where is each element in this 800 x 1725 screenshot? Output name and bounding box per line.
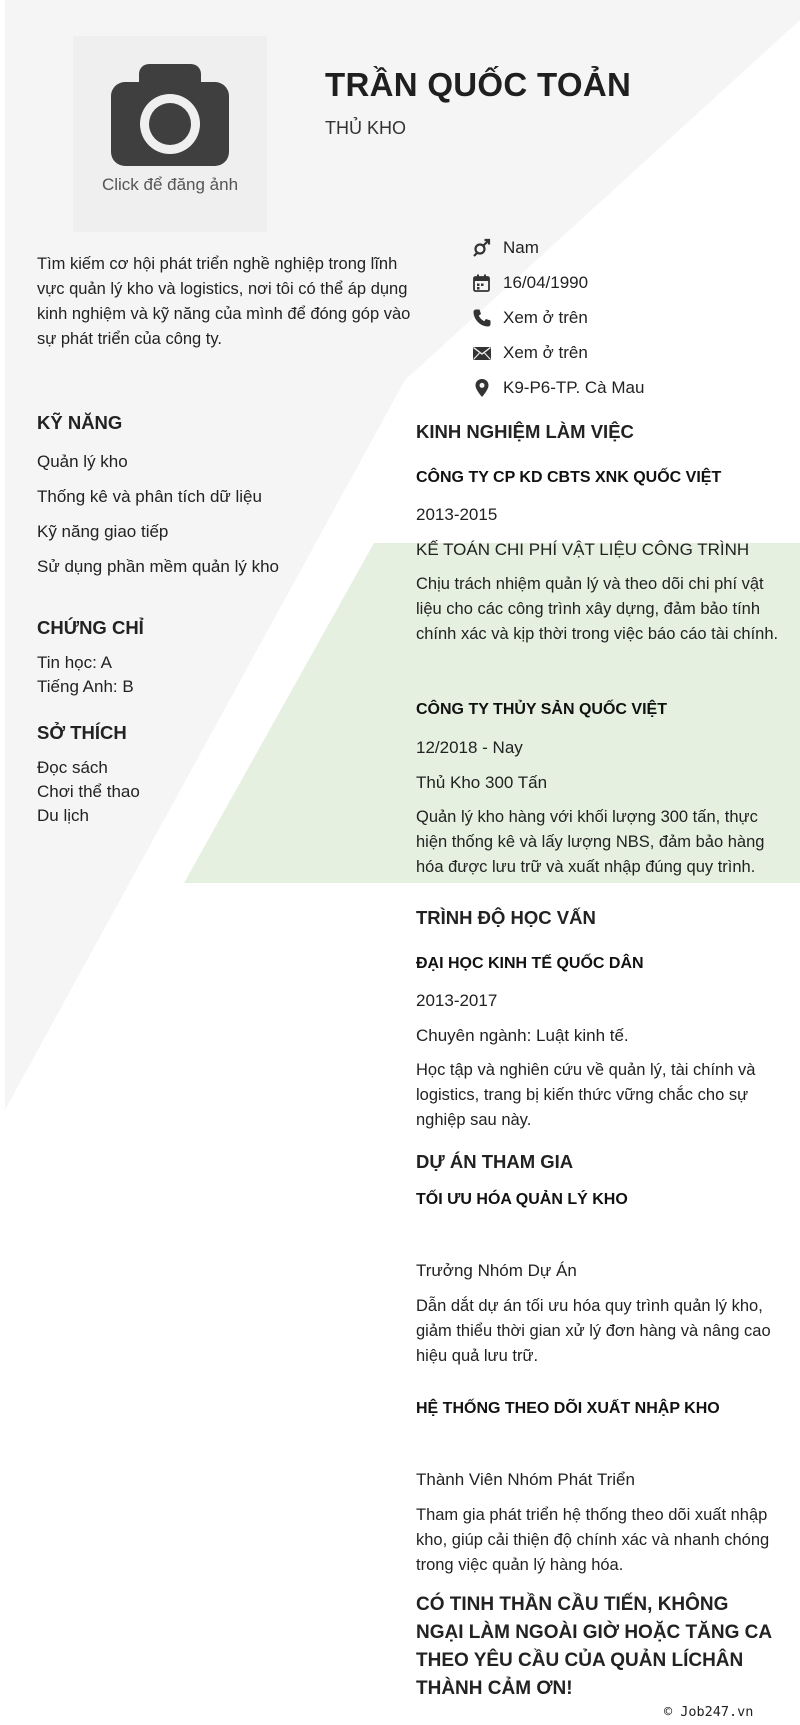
skill-item: Kỹ năng giao tiếp: [37, 522, 169, 541]
hobby-item: Đọc sách: [37, 758, 108, 777]
contact-info: [472, 230, 644, 405]
job-company: CÔNG TY CP KD CBTS XNK QUỐC VIỆT: [416, 469, 722, 486]
skills-title: KỸ NĂNG: [37, 412, 123, 433]
email-value: Xem ở trên: [503, 342, 588, 362]
skill-item: Thống kê và phân tích dữ liệu: [37, 487, 262, 506]
hobby-item: Du lịch: [37, 806, 89, 825]
hobby-item: Chơi thể thao: [37, 782, 140, 801]
job-description: Chịu trách nhiệm quản lý và theo dõi chi phí vật liệu cho các công trình xây dựng, đảm bảo tính chính xác và kịp thời trong việc báo cáo tài chính.: [416, 575, 779, 643]
hobbies-title: SỞ THÍCH: [37, 722, 127, 743]
address-value: K9-P6-TP. Cà Mau: [503, 377, 645, 397]
career-objective: Tìm kiếm cơ hội phát triển nghề nghiệp trong lĩnh vực quản lý kho và logistics, nơi tôi có thể áp dụng kinh nghiệm và kỹ năng của mình để đóng góp vào sự phát triển của công ty.: [37, 255, 411, 348]
email-icon: [472, 343, 492, 363]
gender-icon: [472, 238, 492, 258]
candidate-title: THỦ KHO: [325, 118, 406, 138]
phone-value: Xem ở trên: [503, 307, 588, 327]
camera-icon: [111, 64, 229, 168]
contact-email: [472, 335, 644, 370]
job-position: Thủ Kho 300 Tấn: [416, 773, 548, 792]
certificate-item: Tiếng Anh: B: [37, 677, 134, 696]
contact-phone: [472, 300, 644, 335]
job-period: 2013-2015: [416, 505, 498, 524]
education-major: Chuyên ngành: Luật kinh tế.: [416, 1026, 629, 1045]
location-pin-icon: [472, 378, 492, 398]
job-period: 12/2018 - Nay: [416, 738, 523, 757]
experience-title: KINH NGHIỆM LÀM VIỆC: [416, 421, 634, 442]
footer-watermark: © Job247.vn: [664, 1704, 754, 1720]
certificates-title: CHỨNG CHỈ: [37, 617, 144, 638]
calendar-icon: [472, 273, 492, 293]
birthdate-value: 16/04/1990: [503, 272, 589, 292]
skill-item: Quản lý kho: [37, 452, 128, 471]
photo-upload[interactable]: [73, 36, 267, 232]
contact-address: [472, 370, 644, 405]
education-school: ĐẠI HỌC KINH TẾ QUỐC DÂN: [416, 955, 644, 972]
projects-title: DỰ ÁN THAM GIA: [416, 1151, 574, 1172]
project-name: TỐI ƯU HÓA QUẢN LÝ KHO: [416, 1191, 628, 1208]
certificate-item: Tin học: A: [37, 653, 112, 672]
contact-gender: [472, 230, 644, 265]
project-role: Trưởng Nhóm Dự Án: [416, 1261, 577, 1280]
skill-item: Sử dụng phần mềm quản lý kho: [37, 557, 279, 576]
project-description: Dẫn dắt dự án tối ưu hóa quy trình quản lý kho, giảm thiểu thời gian xử lý đơn hàng và nâng cao hiệu quả lưu trữ.: [416, 1297, 771, 1365]
project-description: Tham gia phát triển hệ thống theo dõi xuất nhập kho, giúp cải thiện độ chính xác và nhanh chóng trong việc quản lý hàng hóa.: [416, 1506, 770, 1574]
education-title: TRÌNH ĐỘ HỌC VẤN: [416, 907, 596, 928]
closing-statement: CÓ TINH THẦN CẦU TIẾN, KHÔNG NGẠI LÀM NGOÀI GIỜ HOẶC TĂNG CA THEO YÊU CẦU CỦA QUẢN LÍCHÂN THÀNH CẢM ƠN!: [416, 1594, 772, 1699]
job-company: CÔNG TY THỦY SẢN QUỐC VIỆT: [416, 701, 667, 718]
contact-birthdate: [472, 265, 644, 300]
photo-upload-caption: Click để đăng ảnh: [101, 175, 239, 194]
phone-icon: [472, 308, 492, 328]
gender-value: Nam: [503, 237, 539, 257]
project-name: HỆ THỐNG THEO DÕI XUẤT NHẬP KHO: [416, 1400, 720, 1417]
job-position: KẾ TOÁN CHI PHÍ VẬT LIỆU CÔNG TRÌNH: [416, 540, 750, 559]
project-role: Thành Viên Nhóm Phát Triển: [416, 1470, 635, 1489]
education-description: Học tập và nghiên cứu về quản lý, tài chính và logistics, trang bị kiến thức vững chắc cho sự nghiệp sau này.: [416, 1061, 756, 1129]
candidate-name: TRẦN QUỐC TOẢN: [325, 66, 632, 103]
education-period: 2013-2017: [416, 991, 498, 1010]
job-description: Quản lý kho hàng với khối lượng 300 tấn, thực hiện thống kê và lấy lượng NBS, đảm bảo hàng hóa được lưu trữ và xuất nhập đúng quy trình.: [416, 808, 765, 876]
